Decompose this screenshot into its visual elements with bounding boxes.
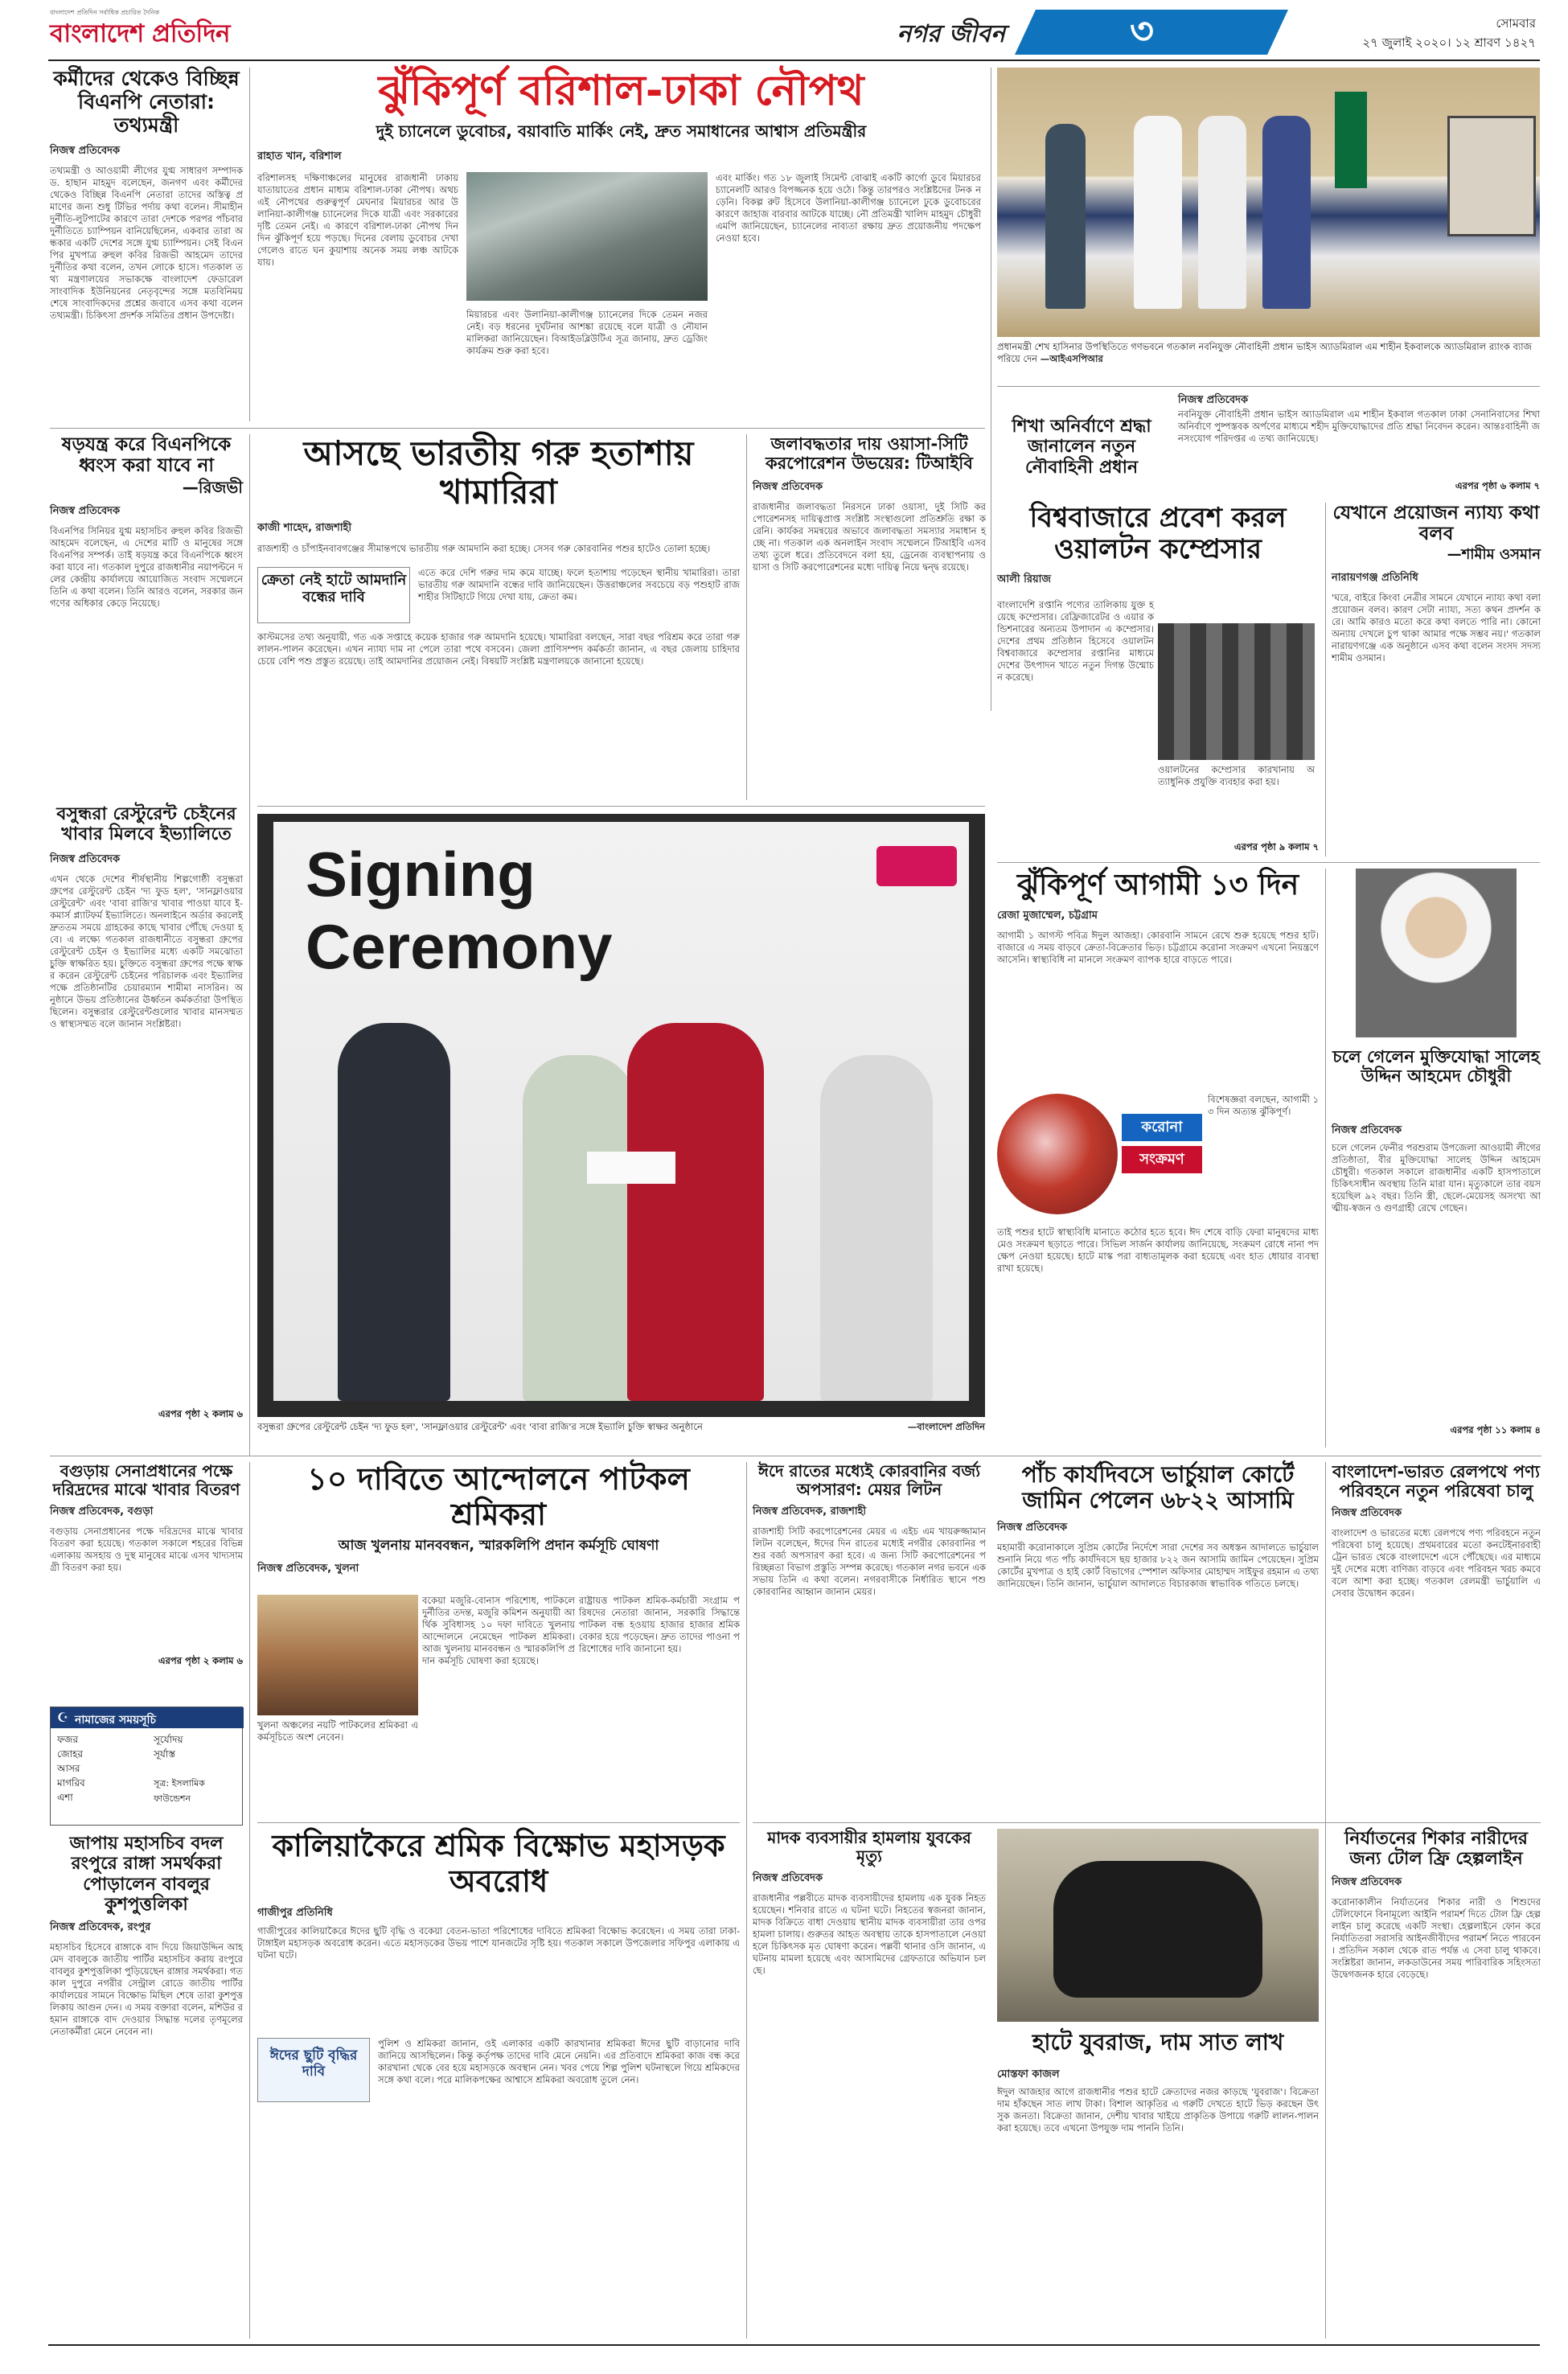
prayer-row-isha: এশা [57,1792,73,1803]
prayer-rows [57,1733,237,1822]
body-text-b: পুলিশ ও শ্রমিকরা জানান, ওই এলাকার একটি কারখানার শ্রমিকরা ঈদের ছুটি বাড়ানোর দাবি জানিয়ে আসছিলেন। কিন্তু কর্তৃপক্ষ তাদের দাবি মেনে নেয়নি। এর প্রতিবাদে শ্রমিকরা কাজ বন্ধ করে কারখানা থেকে বের হয়ে মহাসড়কে অবস্থান নেন। খবর পেয়ে শিল্প পুলিশ ঘটনাস্থলে গিয়ে শ্রমিকদের সঙ্গে কথা বলে। পরে মালিকপক্ষের আশ্বাসে শ্রমিকরা অবরোধ তুলে নেন। [378,2038,740,2085]
workers-protest-photo [257,1595,418,1715]
bull-photo [997,1829,1319,2022]
navy-ceremony-photo [997,68,1540,337]
body-text-left: বাংলাদেশি রপ্তানি পণ্যের তালিকায় যুক্ত হয়েছে কম্প্রেসার। রেফ্রিজারেটর ও এয়ার কন্ডিশনারের অন্যতম উপাদান এ কম্প্রেসার। দেশের প্রথম প্রতিষ্ঠান হিসেবে ওয়ালটন বিশ্ববাজারে কম্প্রেসার রপ্তানির মাধ্যমে দেশের উৎপাদন খাতে নতুন দিগন্ত উন্মোচন করেছে। [997,599,1154,683]
body-text: বাংলাদেশ ও ভারতের মধ্যে রেলপথে পণ্য পরিবহনে নতুন পরিষেবা চালু হয়েছে। প্রথমবারের মতো কনটেইনারবাহী ট্রেন ভারত থেকে বাংলাদেশে এসে পৌঁছেছে। এর মাধ্যমে দুই দেশের মধ্যে বাণিজ্য বাড়বে এবং পরিবহন খরচ কমবে বলে আশা করা হচ্ছে। গতকাল রেলমন্ত্রী ভার্চুয়ালি এ সেবার উদ্বোধন করেন। [1332,1527,1541,1600]
body-text: রাজধানীর জলাবদ্ধতা নিরসনে ঢাকা ওয়াসা, দুই সিটি করপোরেশনসহ দায়িত্বপ্রাপ্ত সংশ্লিষ্ট সংস্থাগুলো প্রতিশ্রুতি রক্ষা করেনি। কার্যকর সমন্বয়ের অভাবে জলাবদ্ধতা সমস্যার সমাধান হচ্ছে না। গতকাল এক অনলাইন সংবাদ সম্মেলনে টিআইবি এসব তথ্য তুলে ধরে। প্রতিবেদনে বলা হয়, ড্রেনেজ ব্যবস্থাপনায় ওয়াসা ও সিটি করপোরেশনের মধ্যে দায়িত্ব নিয়ে দ্বন্দ্ব রয়েছে। [753,501,986,573]
body-text-bottom: তাই পশুর হাটে স্বাস্থ্যবিধি মানাতে কঠোর হতে হবে। ঈদ শেষে বাড়ি ফেরা মানুষদের মাধ্যমেও সংক্রমণ ছড়াতে পারে। সিভিল সার্জন কার্যালয় জানিয়েছে, সংক্রমণ রোধে নানা পদক্ষেপ নেওয়া হয়েছে। হাটে মাস্ক পরা বাধ্যতামূলক করা হয়েছে এবং হাত ধোয়ার ব্যবস্থা রাখা হয়েছে। [997,1226,1319,1274]
body-text: বগুড়ায় সেনাপ্রধানের পক্ষে দরিদ্রদের মাঝে খাবার বিতরণ করা হয়েছে। গতকাল সকালে শহরের বিভিন্ন এলাকায় অসহায় ও দুস্থ মানুষের মাঝে এসব খাদ্যসামগ্রী বিতরণ করা হয়। [50,1526,243,1573]
byline: নিজস্ব প্রতিবেদক [50,852,121,865]
headline[interactable]: ১০ দাবিতে আন্দোলনে পাটকল শ্রমিকরা [307,1461,690,1532]
continued-note[interactable]: এরপর পৃষ্ঠা ৯ কলাম ৭ [1233,841,1319,852]
sidebar-text: ঈদের ছুটি বৃদ্ধির দাবি [269,2047,358,2080]
body-text-b: রাষ্ট্রায়ত্ত পাটকল শ্রমিক-কর্মচারী সংগ্রাম পরিষদের নেতারা জানান, সরকারি সিদ্ধান্তে পাটকল বন্ধ হওয়ায় হাজার হাজার শ্রমিক বেকার হয়ে পড়েছেন। দ্রুত তাদের পাওনা পরিশোধের দাবি জানানো হয়। [579,1595,740,1654]
byline: মোস্তফা কাজল [997,2068,1060,2080]
body-text: মহাসচিব হিসেবে রাঙ্গাকে বাদ দিয়ে জিয়াউদ্দিন আহমেদ বাবলুকে জাতীয় পার্টির মহাসচিব করায় রংপুরে বাবলুর কুশপুত্তলিকা পুড়িয়েছেন রাঙ্গার সমর্থকরা। গতকাল দুপুরে নগরীর সেন্ট্রাল রোডে জাতীয় পার্টির কার্যালয়ের সামনে বিক্ষোভ মিছিল শেষে তারা কুশপুত্তলিকায় আগুন দেন। এ সময় বক্তারা বলেন, মশিউর রহমান রাঙ্গাকে বাদ দেওয়ার সিদ্ধান্ত দলের তৃণমূলের নেতাকর্মীরা মেনে নেবেন না। [50,1941,243,2038]
story-bashundhara-evaly [50,804,243,1448]
photo-caption [257,1421,985,1433]
headline[interactable]: পাঁচ কার্যদিবসে ভার্চুয়াল কোর্টে জামিন পেলেন ৬৮২২ আসামি [1021,1461,1295,1514]
headline[interactable]: চলে গেলেন মুক্তিযোদ্ধা সালেহ উদ্দিন আহমেদ চৌধুরী [1332,1047,1540,1086]
officer-1 [1045,124,1086,309]
body-text: মহামারী করোনাকালে সুপ্রিম কোর্টের নির্দেশে সারা দেশের সব অধস্তন আদালতে ভার্চুয়াল শুনানি নিয়ে গত পাঁচ কার্যদিবসে ছয় হাজার ৮২২ জন আসামি জামিন পেয়েছেন। সুপ্রিম কোর্টের মুখপাত্র ও হাই কোর্ট বিভাগের স্পেশাল অফিসার মোহাম্মদ সাইফুর রহমান এ তথ্য জানিয়েছেন। তিনি জানান, ভার্চুয়াল আদালতে বিচারকাজ স্বাভাবিক গতিতে চলছে। [997,1542,1319,1590]
prayer-row-fajr: ফজর [57,1734,79,1745]
person-right [627,1023,764,1401]
headline[interactable]: ষড়যন্ত্র করে বিএনপিকে ধ্বংস করা যাবে না [61,434,232,477]
byline: নিজস্ব প্রতিবেদক [50,145,121,158]
prayer-row-sunrise: সূর্যোদয় [154,1734,183,1745]
masthead-rule [48,60,1540,61]
story-rangpur-effigy [50,1834,243,2332]
prayer-heading-bar [51,1707,244,1728]
body-text-mid: মিয়ারচর এবং উলানিয়া-কালীগঞ্জ চ্যানেলের দিকে তেমন নজর নেই। বড় ধরনের দুর্ঘটনার আশঙ্কা রয়েছে বলে যাত্রী ও নৌযান মালিকরা জানিয়েছেন। বিআইডব্লিউটিএ সূত্র জানায়, দ্রুত ড্রেজিং কার্যক্রম শুরু করা হবে। [466,309,708,356]
byline: নিজস্ব প্রতিবেদক [50,504,121,517]
sub-headline[interactable]: ক্রেতা নেই হাটে আমদানি বন্ধের দাবি [261,572,407,606]
byline: গাজীপুর প্রতিনিধি [257,1907,333,1920]
badge-infection: সংক্রমণ [1122,1146,1202,1173]
officer-2 [1134,116,1182,309]
body-text-c: খুলনা অঞ্চলের নয়টি পাটকলের শ্রমিকরা এ কর্মসূচিতে অংশ নেবেন। [257,1719,418,1743]
issue-day: সোমবার [1496,16,1536,31]
story-shamim-osman [1332,503,1541,856]
body-text: ঈদুল আজহার আগে রাজধানীর পশুর হাটে ক্রেতাদের নজর কাড়ছে 'যুবরাজ'। বিক্রেতা দাম হাঁকছেন সাত লাখ টাকা। বিশাল আকৃতির এ গরুটি দেখতে হাটে ভিড় করছেন উৎসুক জনতা। বিক্রেতা জানান, দেশীয় খাবার খাইয়ে প্রাকৃতিক উপায়ে গরুটি লালন-পালন করা হয়েছে। তবে এখনো উপযুক্ত দাম পাননি তিনি। [997,2086,1319,2134]
headline[interactable]: বগুড়ায় সেনাপ্রধানের পক্ষে দরিদ্রদের মাঝে খাবার বিতরণ [52,1461,240,1499]
body-text-left: বরিশালসহ দক্ষিণাঞ্চলের মানুষের রাজধানী ঢাকায় যাতায়াতের প্রধান মাধ্যম বরিশাল-ঢাকা নৌপথ। অথচ এই নৌপথের গুরুত্বপূর্ণ মেঘনার মিয়ারচর আর উলানিয়া-কালীগঞ্জ চ্যানেলের দিকে যাত্রী এবং সরকারের দৃষ্টি তেমন নেই। এ কারণে বরিশাল-ঢাকা নৌপথ দিনদিন ঝুঁকিপূর্ণ হয়ে পড়ছে। দিনের বেলায় ডুবোচর দেখা গেলেও রাতে ঘন কুয়াশায় অনেক সময় লঞ্চ আটকে যায়। [257,172,458,268]
caption-text: বসুন্ধরা গ্রুপের রেস্টুরেন্ট চেইন 'দ্য ফুড হল', 'সানফ্লাওয়ার রেস্টুরেন্ট' এবং 'বাবা রাজি'র সঙ্গে ইভ্যালি চুক্তি স্বাক্ষর অনুষ্ঠানে [257,1421,703,1432]
navy-chief-photo-block [997,68,1540,381]
body-text: রাজশাহী সিটি করপোরেশনের মেয়র এ এইচ এম খায়রুজ্জামান লিটন বলেছেন, ঈদের দিন রাতের মধ্যেই নগরীর কোরবানির পশুর বর্জ্য অপসারণ করা হবে। এ জন্য সিটি করপোরেশনের পরিচ্ছন্নতা বিভাগ প্রস্তুতি সম্পন্ন করেছে। গতকাল নগর ভবনে এক সভায় তিনি এ কথা বলেন। নগরবাসীকে নির্ধারিত স্থানে পশু কোরবানির আহ্বান জানান মেয়র। [753,1526,986,1597]
attribution: —রিজভী [182,477,243,497]
signing-ceremony-block [257,814,985,1449]
brand-tagline: বাংলাদেশ প্রতিদিন সর্বাধিক প্রচারিত দৈনিক [50,9,160,16]
caption-credit: —বাংলাদেশ প্রতিদিন [907,1421,985,1432]
section-title: নগর জীবন [897,20,1005,48]
body-text: রাজধানীর পল্লবীতে মাদক ব্যবসায়ীদের হামলায় এক যুবক নিহত হয়েছেন। শনিবার রাতে এ ঘটনা ঘটে। নিহতের স্বজনরা জানান, মাদক বিক্রিতে বাধা দেওয়ায় স্থানীয় মাদক ব্যবসায়ীরা তার ওপর হামলা চালায়। গুরুতর আহত অবস্থায় তাকে হাসপাতালে নেওয়া হলে চিকিৎসক মৃত ঘোষণা করেন। পল্লবী থানার ওসি জানান, এ ঘটনায় মামলা হয়েছে এবং আসামিদের গ্রেফতারে অভিযান চলছে। [753,1892,986,1976]
story-drug-dealer-attack [753,1829,986,2335]
flag [1335,92,1367,188]
signing-ceremony-photo [257,814,985,1417]
body-text-top: আগামী ১ আগস্ট পবিত্র ঈদুল আজহা। কোরবানি সামনে রেখে শুরু হয়েছে পশুর হাট। বাজারে এ সময় বাড়বে ক্রেতা-বিক্রেতার ভিড়। চট্টগ্রামে করোনা সংক্রমণ এখনো নিয়ন্ত্রণে আসেনি। স্বাস্থ্যবিধি না মানলে সংক্রমণ ব্যাপক হারে বাড়তে পারে। [997,930,1319,966]
headline[interactable]: বাংলাদেশ-ভারত রেলপথে পণ্য পরিবহনে নতুন পরিষেবা চালু [1332,1462,1540,1501]
story-women-helpline [1332,1829,1541,2335]
story-barishal-waterway [257,68,985,421]
story-jute-workers [257,1462,740,1824]
headline[interactable]: মাদক ব্যবসায়ীর হামলায় যুবকের মৃত্যু [767,1828,971,1866]
prayer-times-box [50,1707,243,1826]
officer-4 [1262,116,1311,309]
evaly-logo [876,846,957,886]
story-risky-13-days [997,869,1319,1448]
continued-note[interactable]: এরপর পৃষ্ঠা ২ কলাম ৬ [158,1407,243,1419]
compressor-photo [1158,623,1315,760]
person-left [338,1023,450,1401]
byline: নিজস্ব প্রতিবেদক [1332,1507,1402,1520]
headline[interactable]: আসছে ভারতীয় গরু হতাশায় খামারিরা [303,433,694,512]
story-walton-compressor [997,503,1319,856]
headline[interactable]: যেখানে প্রয়োজন ন্যায্য কথা বলব [1332,503,1540,545]
byline: নিজস্ব প্রতিবেদক, বগুড়া [50,1505,154,1518]
masthead [0,0,1568,58]
prayer-row-maghrib: মাগরিব [57,1777,85,1789]
story-rail-freight [1332,1462,1541,1816]
subhead: আজ খুলনায় মানববন্ধন, স্মারকলিপি প্রদান কর্মসূচি ঘোষণা [338,1538,659,1555]
byline: নিজস্ব প্রতিবেদক [997,1522,1068,1534]
prayer-source: সূত্র: ইসলামিক ফাউন্ডেশন [154,1778,205,1804]
story-rizvi [50,434,243,780]
headline[interactable]: কালিয়াকৈরে শ্রমিক বিক্ষোভ মহাসড়ক অবরোধ [272,1828,725,1899]
caption-credit: —আইএসপিআর [1040,353,1103,364]
body-text-side: বিশেষজ্ঞরা বলছেন, আগামী ১৩ দিন অত্যন্ত ঝুঁকিপূর্ণ। [1208,1094,1319,1117]
byline: নিজস্ব প্রতিবেদক [1332,1124,1402,1136]
signed-document [587,1152,675,1184]
byline: নিজস্ব প্রতিবেদক [753,481,823,494]
body-text-a: রাজশাহী ও চাঁপাইনবাবগঞ্জের সীমান্তপথে ভারতীয় গরু আমদানি করা হচ্ছে। সেসব গরু কোরবানির পশুর হাটেও তোলা হচ্ছে। [257,543,711,554]
byline: নিজস্ব প্রতিবেদক, রাজশাহী [753,1505,867,1518]
body-text: নবনিযুক্ত নৌবাহিনী প্রধান ভাইস অ্যাডমিরাল এম শাহীন ইকবাল গতকাল ঢাকা সেনানিবাসের শিখা অনির্বাণে পুষ্পস্তবক অর্পণের মাধ্যমে শহীদ মুক্তিযোদ্ধাদের প্রতি শ্রদ্ধা নিবেদন করেন। আন্তঃবাহিনী জনসংযোগ পরিদপ্তর এ তথ্য জানিয়েছে। [1178,409,1540,444]
story-bogura-food [50,1462,243,1703]
photo-caption [997,341,1540,365]
body-text: এখন থেকে দেশের শীর্ষস্থানীয় শিল্পগোষ্ঠী বসুন্ধরা গ্রুপের রেস্টুরেন্ট চেইন 'দ্য ফুড হল', 'সানফ্লাওয়ার রেস্টুরেন্ট' এবং 'বাবা রাজি'র খাবার পাওয়া যাবে ই-কমার্স প্ল্যাটফর্ম ইভ্যালিতে। অনলাইনে অর্ডার করলেই দ্রুততম সময়ে গ্রাহকের কাছে খাবার পৌঁছে দেওয়া হবে। এ লক্ষ্যে গতকাল রাজধানীতে বসুন্ধরা গ্রুপের রেস্টুরেন্ট চেইন ও ইভ্যালির মধ্যে একটি সমঝোতা চুক্তি স্বাক্ষরিত হয়। চুক্তিতে বসুন্ধরা গ্রুপের পক্ষে স্বাক্ষর করেন রেস্টুরেন্ট চেইনের পরিচালক এবং ইভ্যালির পক্ষে প্রতিষ্ঠানটির চেয়ারম্যান শামীমা নাসরিন। অনুষ্ঠানে উভয় প্রতিষ্ঠানের ঊর্ধ্বতন কর্মকর্তারা উপস্থিত ছিলেন। বসুন্ধরার রেস্টুরেন্টগুলোর খাবার মানসম্মত ও স্বাস্থ্যসম্মত বলে জানান সংশ্লিষ্টরা। [50,873,243,1029]
headline[interactable]: জাপায় মহাসচিব বদল রংপুরে রাঙ্গা সমর্থকরা পোড়ালেন বাবলুর কুশপুত্তলিকা [69,1834,224,1915]
headline[interactable]: বিশ্ববাজারে প্রবেশ করল ওয়ালটন কম্প্রেসার [1029,502,1287,566]
caption-text: প্রধানমন্ত্রী শেখ হাসিনার উপস্থিতিতে গণভবনে গতকাল নবনিযুক্ত নৌবাহিনী প্রধান ভাইস অ্যাডমিরাল এম শাহীন ইকবালকে অ্যাডমিরাল র‌্যাংক ব্যাজ পরিয়ে দেন [997,341,1532,364]
page-number: ৩ [1130,9,1154,52]
byline: রেজা মুজাম্মেল, চট্টগ্রাম [997,910,1098,922]
person-center [523,1055,635,1401]
story-bull-yuvraj [997,1829,1319,2335]
byline: নারায়ণগঞ্জ প্রতিনিধি [1332,571,1418,584]
story-virtual-court [997,1462,1319,1816]
brand-logo[interactable]: বাংলাদেশ প্রতিদিন [50,19,230,48]
attribution: —শামীম ওসমান [1447,545,1541,563]
prayer-heading-text: নামাজের সময়সূচি [75,1714,157,1727]
headline[interactable]: কর্মীদের থেকেও বিচ্ছিন্ন বিএনপি নেতারা: তথ্যমন্ত্রী [53,67,240,137]
headline[interactable]: নির্যাতনের শিকার নারীদের জন্য টোল ফ্রি হেল্পলাইন [1344,1829,1528,1870]
body-text-c: কাস্টমসের তথ্য অনুযায়ী, গত এক সপ্তাহে কয়েক হাজার গরু আমদানি হয়েছে। খামারিরা বলছেন, সারা বছর পরিশ্রম করে তারা গরু লালন-পালন করেছেন। এখন ন্যায্য দাম না পেলে তারা পথে বসবেন। জেলা প্রাণিসম্পদ কর্মকর্তা জানান, এ বছর জেলায় চাহিদার চেয়ে বেশি পশু প্রস্তুত রয়েছে। তাই আমদানির প্রয়োজন নেই। বিষয়টি সংশ্লিষ্ট মন্ত্রণালয়কে জানানো হয়েছে। [257,631,740,667]
subhead: দুই চ্যানেলে ডুবোচর, বয়াবাতি মার্কিং নেই, দ্রুত সমাধানের আশ্বাস প্রতিমন্ত্রীর [376,121,867,141]
byline: নিজস্ব প্রতিবেদক [1332,1875,1402,1888]
headline[interactable]: ঝুঁকিপূর্ণ বরিশাল-ঢাকা নৌপথ [378,67,864,115]
prayer-row-sunset: সূর্যাস্ত [154,1748,175,1760]
headline[interactable]: ঝুঁকিপূর্ণ আগামী ১৩ দিন [1016,869,1299,902]
story-indian-cattle [257,434,740,800]
body-text: চলে গেলেন ফেনীর পরশুরাম উপজেলা আওয়ামী লীগের প্রতিষ্ঠাতা, বীর মুক্তিযোদ্ধা সালেহ উদ্দিন আহমেদ চৌধুরী। গতকাল সকালে রাজধানীর একটি হাসপাতালে চিকিৎসাধীন অবস্থায় তিনি মারা যান। মৃত্যুকালে তার বয়স হয়েছিল ৯২ বছর। তিনি স্ত্রী, ছেলে-মেয়েসহ অসংখ্য আত্মীয়-স্বজন ও গুণগ্রাহী রেখে গেছেন। [1332,1142,1541,1214]
headline[interactable]: বসুন্ধরা রেস্টুরেন্ট চেইনের খাবার মিলবে ইভ্যালিতে [56,804,236,845]
headline[interactable]: জলাবদ্ধতার দায় ওয়াসা-সিটি করপোরেশন উভয়ের: টিআইবি [766,434,973,474]
body-text-a: বকেয়া মজুরি-বোনাস পরিশোধ, পাটকলে দুর্নীতির তদন্ত, মজুরি কমিশন অনুযায়ী আর্থিক সুবিধাসহ ১০ দফা দাবিতে খুলনায় আন্দোলনে নেমেছেন পাটকল শ্রমিকরা। আজ খুলনায় মানববন্ধন ও স্মারকলিপি প্রদান কর্মসূচি ঘোষণা করা হয়েছে। [422,1595,575,1666]
story-navy-chief-tribute [997,392,1540,497]
story-bnp-ministers [50,68,243,421]
byline: নিজস্ব প্রতিবেদক [753,1872,823,1884]
banner-title: Signing Ceremony [306,839,613,982]
byline: নিজস্ব প্রতিবেদক, খুলনা [257,1562,359,1575]
body-text-a: গাজীপুরের কালিয়াকৈরে ঈদের ছুটি বৃদ্ধি ও বকেয়া বেতন-ভাতা পরিশোধের দাবিতে শ্রমিকরা বিক্ষোভ করেছেন। এ সময় তারা ঢাকা-টাঙ্গাইল মহাসড়ক অবরোধ করেন। এতে মহাসড়কের উভয় পাশে যানজটের সৃষ্টি হয়। গতকাল সকালে উপজেলার সফিপুর এলাকায় এ ঘটনা ঘটে। [257,1925,740,1961]
story-waterlogging-tib [753,434,986,800]
body-text: 'ঘরে, বাইরে কিংবা নেত্রীর সামনে যেখানে ন্যায্য কথা বলা প্রয়োজন বলব। কারণ সেটা ন্যায্য, সত্য কথন প্রদর্শন করে। আমি কারও মতো করে কথা বলতে পারি না। কোনো অন্যায় দেখলে চুপ থাকা আমার পক্ষে সম্ভব নয়।' গতকাল নারায়ণগঞ্জে এক অনুষ্ঠানে এসব কথা বলেন সংসদ সদস্য শামীম ওসমান। [1332,591,1541,663]
headline[interactable]: ঈদে রাতের মধ্যেই কোরবানির বর্জ্য অপসারণ: মেয়র লিটন [757,1461,981,1499]
byline: আলী রিয়াজ [997,573,1052,586]
person-far-right [820,1055,933,1401]
story-mayor-liton [753,1462,986,1816]
byline: নিজস্ব প্রতিবেদক, রংপুর [50,1921,151,1934]
wreck-photo [466,172,708,301]
continued-note[interactable]: এরপর পৃষ্ঠা ১১ কলাম ৪ [1450,1424,1541,1435]
body-text-right: এবং মার্কিং। গত ১৮ জুলাই সিমেন্ট বোঝাই একটি কার্গো ডুবে মিয়ারচর চ্যানেলটি আরও বিপজ্জনক হয়ে ওঠে। কিন্তু তারপরও সংশ্লিষ্টদের টনক নড়েনি। বিকল্প রুট হিসেবে উলানিয়া-কালীগঞ্জ চ্যানেলে ঢুকে ডুবোচরের কারণে জাহাজ বারবার আটকে যাচ্ছে। নৌ প্রতিমন্ত্রী খালিদ মাহমুদ চৌধুরী এমপি জানিয়েছেন, চ্যানেলের নাব্যতা রক্ষায় দ্রুত প্রয়োজনীয় পদক্ষেপ নেওয়া হবে। [716,172,981,244]
body-text: বিএনপির সিনিয়র যুগ্ম মহাসচিব রুহুল কবির রিজভী আহমেদ বলেছেন, এ দেশের মাটি ও মানুষের সঙ্গে বিএনপির সম্পর্ক। তাই ষড়যন্ত্র করে বিএনপিকে ধ্বংস করা যাবে না। গতকাল দুপুরে রাজধানীর নয়াপল্টনে দলের কেন্দ্রীয় কার্যালয়ে আয়োজিত সংবাদ সম্মেলনে তিনি এ কথা বলেন। তিনি আরও বলেন, সরকার জনগণের অধিকার কেড়ে নিয়েছে। [50,524,243,609]
body-text: করোনাকালীন নির্যাতনের শিকার নারী ও শিশুদের টেলিফোনে বিনামূল্যে আইনি পরামর্শ দিতে টোল ফ্রি হেল্পলাইন চালু করেছে একটি সংস্থা। হেল্পলাইনে ফোন করে নির্যাতিতরা সরাসরি আইনজীবীদের পরামর্শ নিতে পারবেন। প্রতিদিন সকাল থেকে রাত পর্যন্ত এ সেবা চালু থাকবে। সংশ্লিষ্টরা জানান, লকডাউনের সময় পারিবারিক সহিংসতা উদ্বেগজনক হারে বেড়েছে। [1332,1896,1541,1980]
body-text-b: এতে করে দেশি গরুর দাম কমে যাচ্ছে। ফলে হতাশায় পড়েছেন স্থানীয় খামারিরা। তারা ভারতীয় গরু আমদানি বন্ধের দাবি জানিয়েছেন। উত্তরাঞ্চলের সবচেয়ে বড় পশুহাট রাজশাহীর সিটিহাটে গিয়ে দেখা যায়, ক্রেতা কম। [418,567,740,602]
story-obituary [1332,869,1541,1448]
prayer-row-zuhr: জোহর [57,1748,83,1760]
bull-body [1053,1861,1262,1998]
continued-note[interactable]: এরপর পৃষ্ঠা ২ কলাম ৬ [158,1655,243,1666]
continued-note[interactable]: এরপর পৃষ্ঠা ৬ কলাম ৭ [1455,480,1540,491]
sidebar-box [257,2038,370,2102]
headline[interactable]: শিখা অনির্বাণে শ্রদ্ধা জানালেন নতুন নৌবাহিনী প্রধান [1012,417,1151,478]
story-kaliakair-protest [257,1829,740,2335]
body-text-right: ওয়ালটনের কম্প্রেসার কারখানায় অত্যাধুনিক প্রযুক্তি ব্যবহার করা হয়। [1158,764,1315,787]
issue-date: ২৭ জুলাই ২০২০। ১২ শ্রাবণ ১৪২৭ [1362,35,1536,50]
sub-headline-box [257,567,410,623]
officer-3 [1198,116,1246,309]
mosque-icon: ☪ [57,1710,69,1725]
prayer-row-asr: আসর [57,1763,80,1774]
virus-graphic [997,1094,1118,1214]
body-text: তথ্যমন্ত্রী ও আওয়ামী লীগের যুগ্ম সাধারণ সম্পাদক ড. হাছান মাহমুদ বলেছেন, জনগণ এবং কর্মীদের থেকেও বিচ্ছিন্ন বিএনপি নেতারা তাদের অস্তিত্ব প্রমাণের জন্য শুধু টিভির পর্দায় কথা বলেন। সীমাহীন দুর্নীতি-লুটপাটের কারণে তারা দেশকে পরপর পাঁচবার দুর্নীতিতে চ্যাম্পিয়ন বানিয়েছিলেন, একবার তারা অন্ধকার একটি দেশের সঙ্গে যুগ্ম চ্যাম্পিয়ন। সেই বিএনপির মুখপাত্র রুহুল কবির রিজভী আহমেদ তাদের দুর্নীতির কথা বলেন, তখন লোকে হাসে। গতকাল তথ্য মন্ত্রণালয়ের সভাকক্ষে বাংলাদেশ ফেডারেল সাংবাদিক ইউনিয়নের নেতৃবৃন্দের সঙ্গে মতবিনিময় শেষে সাংবাদিকদের প্রশ্নের জবাবে এসব কথা বলেন তথ্যমন্ত্রী। চিকিৎসা প্রদর্শক সমিতির প্রধান উপদেষ্টা। [50,165,243,322]
portrait-photo [1356,869,1517,1037]
byline: রাহাত খান, বরিশাল [257,150,342,162]
byline: কাজী শাহেদ, রাজশাহী [257,521,352,534]
badge-corona: করোনা [1122,1114,1202,1141]
screen-pm [1447,116,1536,236]
headline[interactable]: হাটে যুবরাজ, দাম সাত লাখ [1032,2029,1284,2056]
byline: নিজস্ব প্রতিবেদক [1178,394,1249,406]
